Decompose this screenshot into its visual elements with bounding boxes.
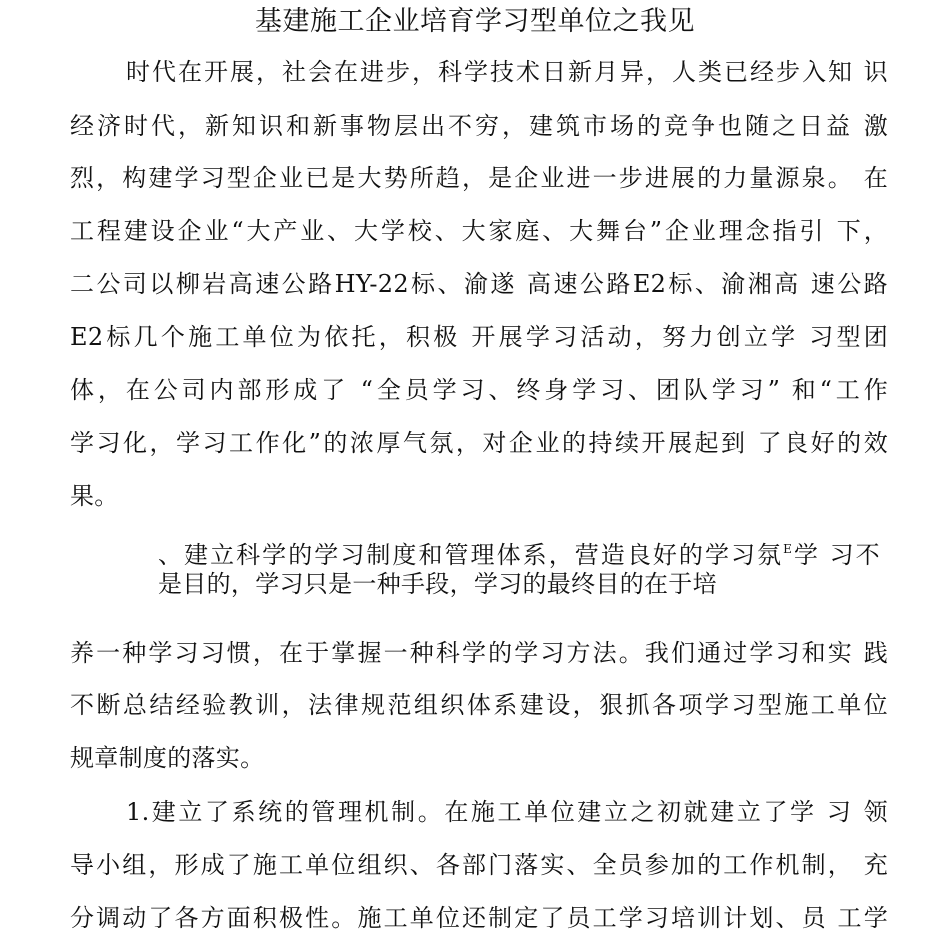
superscript-mark: E <box>783 542 793 556</box>
paragraph-1-line: 经济时代，新知识和新事物层出不穷，建筑市场的竞争也随之日益 激 <box>70 112 888 140</box>
section-heading-text: 、建立科学的学习制度和管理体系，营造良好的学习氛 <box>158 541 784 569</box>
paragraph-1-line: 时代在开展，社会在进步，科学技术日新月异，人类已经步入知 识 <box>126 58 888 86</box>
paragraph-4-line: 导小组，形成了施工单位组织、各部门落实、全员参加的工作机制， 充 <box>70 851 888 879</box>
section-heading-line <box>158 532 880 572</box>
paragraph-3-line: 不断总结经验教训，法律规范组织体系建设，狠抓各项学习型施工单位 <box>70 691 888 719</box>
paragraph-1-line: 学习化，学习工作化”的浓厚气氛，对企业的持续开展起到 了良好的效 <box>70 429 888 457</box>
paragraph-1-line: 烈，构建学习型企业已是大势所趋，是企业进一步进展的力量源泉。 在 <box>70 164 888 192</box>
paragraph-4-line: 1.建立了系统的管理机制。在施工单位建立之初就建立了学 习 领 <box>126 798 888 826</box>
paragraph-1-line: E2标几个施工单位为依托，积极 开展学习活动，努力创立学 习型团 <box>70 323 888 351</box>
paragraph-1-line: 体，在公司内部形成了 “全员学习、终身学习、团队学习” 和“工作 <box>70 376 888 404</box>
section-heading-text: 学 习不 <box>792 541 880 569</box>
paragraph-1-line: 二公司以柳岩高速公路HY-22标、渝遂 高速公路E2标、渝湘高 速公路 <box>70 270 888 298</box>
paragraph-3-line: 养一种学习习惯，在于掌握一种科学的学习方法。我们通过学习和实 践 <box>70 639 888 667</box>
paragraph-4-line: 分调动了各方面积极性。施工单位还制定了员工学习培训计划、员 工学 <box>70 904 888 932</box>
paragraph-1-line: 果。 <box>70 482 119 510</box>
section-heading-line: 是目的，学习只是一种手段，学习的最终目的在于培 <box>158 570 717 598</box>
paragraph-3-line: 规章制度的落实。 <box>70 744 265 772</box>
paragraph-1-line: 工程建设企业“大产业、大学校、大家庭、大舞台”企业理念指引 下， <box>70 217 888 245</box>
document-title: 基建施工企业培育学习型单位之我见 <box>255 6 695 37</box>
